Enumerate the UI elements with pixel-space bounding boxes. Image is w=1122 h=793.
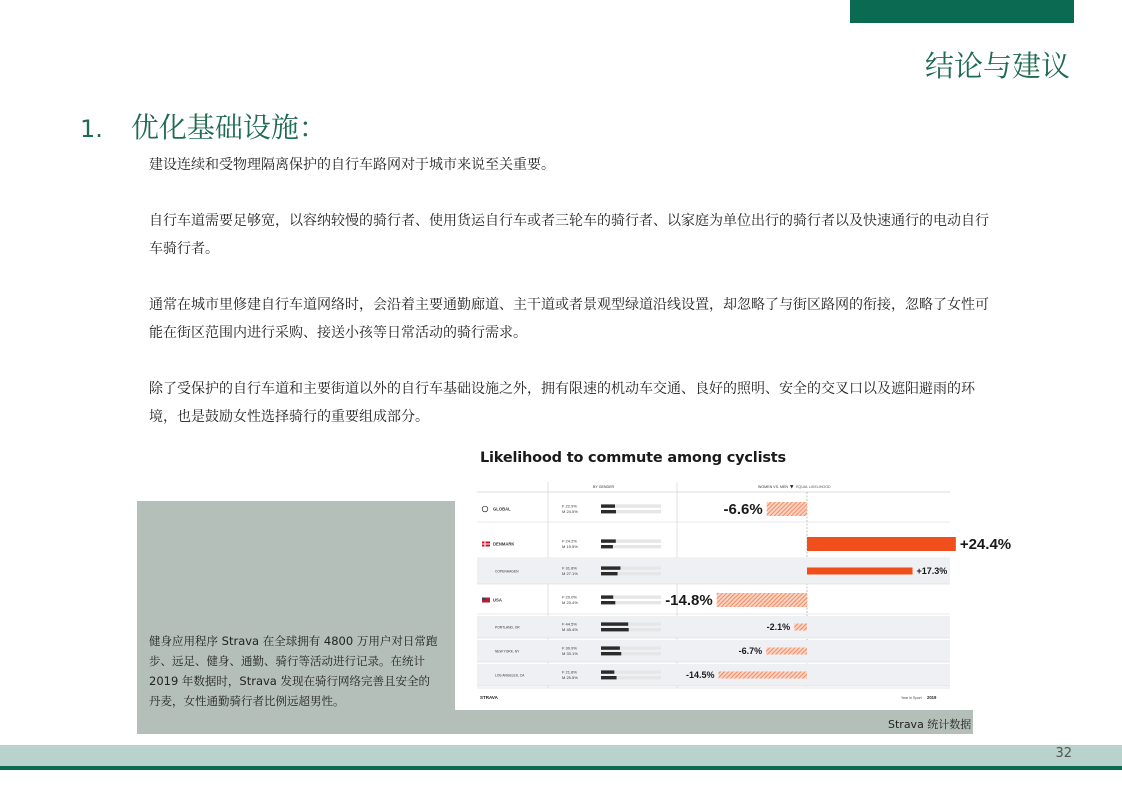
male-bar <box>601 545 613 548</box>
row-label: GLOBAL <box>493 506 511 512</box>
row-label: DENMARK <box>493 541 515 547</box>
paragraph: 自行车道需要足够宽，以容纳较慢的骑行者、使用货运自行车或者三轮车的骑行者、以家庭为单位出行的骑行者以及快速通行的电动自行车骑行者。 <box>149 213 989 257</box>
diff-label: -14.8% <box>665 592 713 609</box>
female-bar <box>601 539 616 542</box>
male-bar <box>601 601 615 604</box>
female-value: F 20.0% <box>562 594 577 600</box>
diff-bar <box>766 648 807 655</box>
female-bar <box>601 566 620 569</box>
footer-line <box>0 766 1122 770</box>
row-label: COPENHAGEN <box>495 569 519 574</box>
equal-likelihood-marker-icon: ▼ <box>790 485 794 490</box>
heading-number: 1. <box>80 115 103 143</box>
male-bar <box>601 628 629 631</box>
globe-icon <box>482 506 488 512</box>
female-value: F 31.8% <box>562 565 577 571</box>
diff-label: -2.1% <box>766 622 791 632</box>
male-value: M 19.5% <box>562 544 578 549</box>
row-shade <box>477 640 950 662</box>
footer-band <box>0 745 1122 766</box>
section-title: 结论与建议 <box>924 49 1070 83</box>
diff-bar <box>717 593 807 607</box>
diff-label: -14.5% <box>686 670 715 680</box>
body-text <box>149 151 989 431</box>
female-bar <box>601 504 615 507</box>
male-value: M 24.5% <box>562 509 578 514</box>
male-bar <box>601 572 618 575</box>
female-value: F 21.8% <box>562 669 577 675</box>
chart-footer-right-year: 2019 <box>927 695 937 700</box>
panel-caption: 健身应用程序 Strava 在全球拥有 4800 万用户对日常跑步、远足、健身、通勤、骑行等活动进行记录。在统计 2019 年数据时，Strava 发现在骑行网络完善且安全的丹麦，女性通勤骑行者比例远超男性。 <box>149 634 438 708</box>
paragraph: 建设连续和受物理隔离保护的自行车路网对于城市来说至关重要。 <box>149 157 555 173</box>
paragraph: 通常在城市里修建自行车道网络时，会沿着主要通勤廊道、主干道或者景观型绿道沿线设置，却忽略了与街区路网的衔接，忽略了女性可能在街区范围内进行采购、接送小孩等日常活动的骑行需求。 <box>149 297 989 341</box>
row-label: PORTLAND, OR <box>495 625 520 630</box>
diff-bar <box>719 672 807 679</box>
usa-flag-canton <box>482 598 486 601</box>
diff-label: -6.7% <box>738 646 763 656</box>
diff-bar <box>807 568 913 575</box>
top-accent-bar <box>850 0 1074 23</box>
chart-footer-right-prefix: Year in Sport <box>901 696 922 700</box>
male-value: M 27.1% <box>562 571 578 576</box>
diff-bar <box>807 537 956 551</box>
chart-title: Likelihood to commute among cyclists <box>480 450 786 466</box>
male-bar <box>601 676 617 679</box>
page-number: 32 <box>1055 746 1072 761</box>
male-value: M 33.1% <box>562 651 578 656</box>
row-shade <box>477 616 950 638</box>
female-bar <box>601 595 613 598</box>
heading-text: 优化基础设施： <box>130 111 327 144</box>
heading <box>80 106 327 146</box>
diff-label: +24.4% <box>959 536 1012 553</box>
chart-footer-left: STRAVA <box>480 695 498 700</box>
col-equal-likelihood: EQUAL LIKELIHOOD <box>796 485 831 489</box>
row-label: LOS ANGELES, CA <box>495 673 525 678</box>
diff-bar <box>767 502 807 516</box>
male-value: M 25.5% <box>562 675 578 680</box>
female-bar <box>601 646 620 649</box>
chart <box>455 440 1012 710</box>
row-label: USA <box>493 597 502 603</box>
male-value: M 23.4% <box>562 600 578 605</box>
diff-bar <box>794 624 807 631</box>
diff-label: -6.6% <box>723 501 763 518</box>
female-value: F 44.5% <box>562 621 577 627</box>
male-value: M 45.4% <box>562 627 578 632</box>
diff-label: +17.3% <box>916 566 948 576</box>
col-women-vs-men: WOMEN VS. MEN <box>758 485 788 489</box>
male-bar <box>601 510 616 513</box>
female-value: F 24.2% <box>562 538 577 544</box>
female-bar <box>601 622 628 625</box>
source-note: Strava 统计数据 <box>888 718 972 731</box>
denmark-flag-cross <box>482 544 490 545</box>
paragraph: 除了受保护的自行车道和主要街道以外的自行车基础设施之外，拥有限速的机动车交通、良好的照明、安全的交叉口以及遮阳避雨的环境，也是鼓励女性选择骑行的重要组成部分。 <box>149 381 975 425</box>
col-by-gender: BY GENDER <box>593 485 615 489</box>
row-label: NEW YORK, NY <box>495 649 520 654</box>
female-value: F 22.9% <box>562 503 577 509</box>
chart-card <box>455 440 1012 710</box>
male-bar <box>601 652 621 655</box>
female-value: F 30.9% <box>562 645 577 651</box>
female-bar <box>601 670 614 673</box>
